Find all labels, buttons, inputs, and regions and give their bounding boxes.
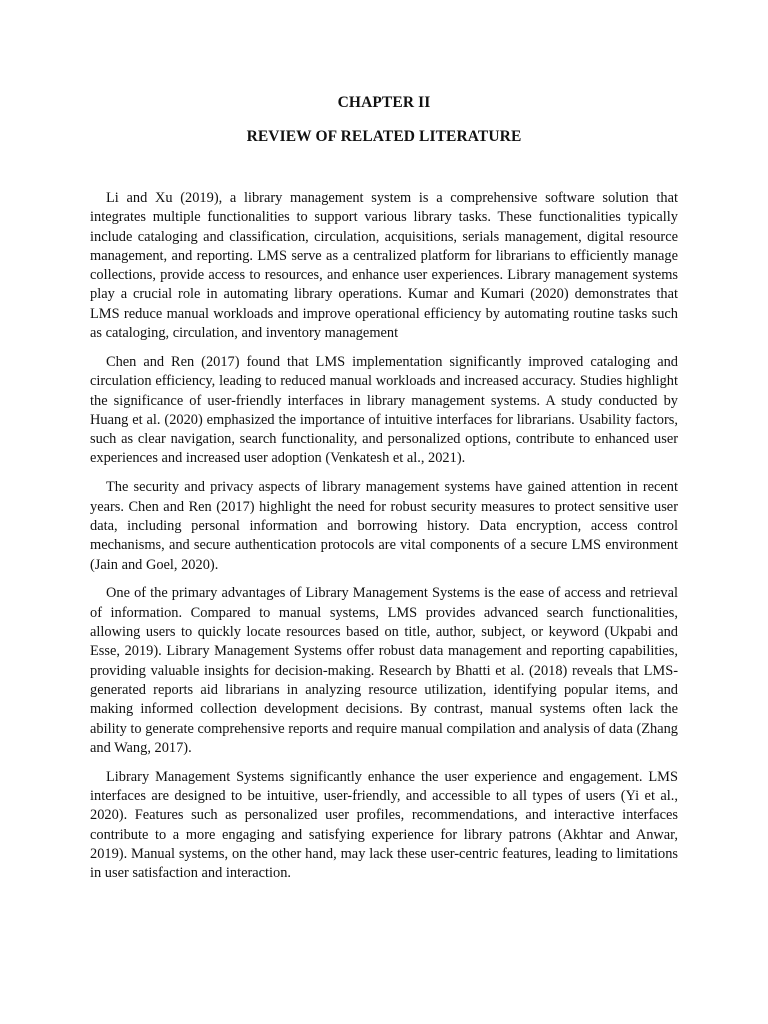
paragraph-efficiency-usability: Chen and Ren (2017) found that LMS implementation significantly improved cataloging and circulation efficiency, leading to reduced manual workloads and increased accuracy. Studies highlight the significance of user-friendly interfaces in library management systems. A study conducted by Huang et al. (2020) emphasized the importance of intuitive interfaces for librarians. Usability factors, such as clear navigation, search functionality, and personalized options, contribute to enhanced user experiences and increased user adoption (Venkatesh et al., 2021). — [90, 353, 678, 467]
paragraph-lms-definition: Li and Xu (2019), a library management system is a comprehensive software solution that integrates multiple functionalities to support various library tasks. These functionalities typically include cataloging and classification, circulation, acquisitions, serials management, digital resource management, and reporting. LMS serve as a centralized platform for librarians to efficiently manage collections, provide access to resources, and enhance user experiences. Library management systems play a crucial role in automating library operations. Kumar and Kumari (2020) demonstrates that LMS reduce manual workloads and improve operational efficiency by automating routine tasks such as cataloging, circulation, and inventory management — [90, 190, 678, 342]
paragraph-user-experience: Library Management Systems significantly enhance the user experience and engagement. LMS interfaces are designed to be intuitive, user-friendly, and accessible to all types of users (Yi et al., 2020). Features such as personalized user profiles, recommendations, and interactive interfaces contribute to a more engaging and satisfying experience for library patrons (Akhtar and Anwar, 2019). Manual systems, on the other hand, may lack these user-centric features, leading to limitations in user satisfaction and interaction. — [90, 768, 678, 882]
paragraph-security-privacy: The security and privacy aspects of library management systems have gained attention in recent years. Chen and Ren (2017) highlight the need for robust security measures to protect sensitive user data, including personal information and borrowing history. Data encryption, access control mechanisms, and secure authentication protocols are vital components of a secure LMS environment (Jain and Goel, 2020). — [90, 479, 678, 573]
chapter-number-heading: CHAPTER II — [337, 94, 431, 111]
body-text — [90, 189, 678, 893]
chapter-title-heading: REVIEW OF RELATED LITERATURE — [246, 128, 522, 145]
paragraph-access-retrieval: One of the primary advantages of Library Management Systems is the ease of access and retrieval of information. Compared to manual systems, LMS provides advanced search functionalities, allowing users to quickly locate resources based on title, author, subject, or keyword (Ukpabi and Esse, 2019). Library Management Systems offer robust data management and reporting capabilities, providing valuable insights for decision-making. Research by Bhatti et al. (2018) reveals that LMS-generated reports aid librarians in analyzing resource utilization, identifying popular items, and making informed collection development decisions. By contrast, manual systems often lack the ability to generate comprehensive reports and require manual compilation and analysis of data (Zhang and Wang, 2017). — [90, 585, 678, 756]
